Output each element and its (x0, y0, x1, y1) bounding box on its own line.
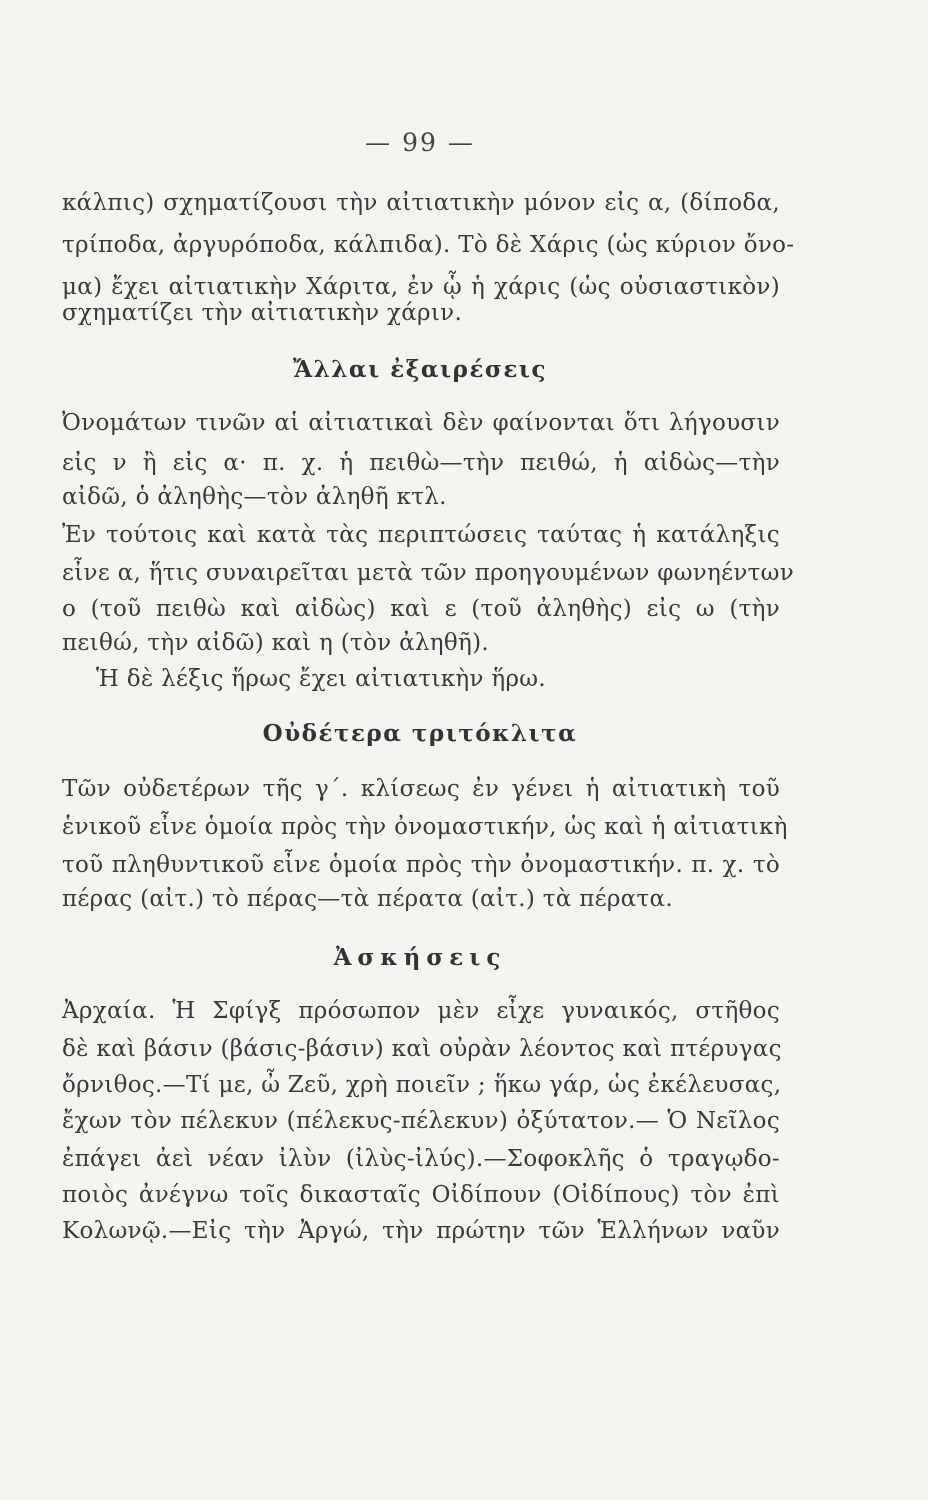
text-line: ὄρνιθος.—Τί με, ὦ Ζεῦ, χρὴ ποιεῖν ; ἥκω γάρ, ὡς ἐκέλευσας, (62, 1072, 782, 1098)
text-line: κάλπις) σχηματίζουσι τὴν αἰτιατικὴν μόνον εἰς α, (δίποδα, (62, 190, 780, 216)
text-line: Ἐν τούτοις καὶ κατὰ τὰς περιπτώσεις ταύτας ἡ κατάληξις (62, 522, 780, 548)
text-line: εἰς ν ἢ εἰς α· π. χ. ἡ πειθὼ—τὴν πειθώ, ἡ αἰδὼς—τὴν (62, 450, 780, 476)
text-line: Ὀνομάτων τινῶν αἱ αἰτιατικαὶ δὲν φαίνονται ὅτι λήγουσιν (62, 410, 780, 436)
text-line: πειθώ, τὴν αἰδῶ) καὶ η (τὸν ἀληθῆ). (62, 630, 489, 656)
text-line: σχηματίζει τὴν αἰτιατικὴν χάριν. (62, 300, 463, 326)
text-line: εἶνε α, ἥτις συναιρεῖται μετὰ τῶν προηγουμένων φωνηέντων (62, 560, 794, 586)
text-line: τοῦ πληθυντικοῦ εἶνε ὁμοία πρὸς τὴν ὀνομαστικήν. π. χ. τὸ (62, 852, 780, 878)
text-line: Ἡ δὲ λέξις ἥρως ἔχει αἰτιατικὴν ἥρω. (96, 666, 546, 692)
text-line: δὲ καὶ βάσιν (βάσις-βάσιν) καὶ οὐρὰν λέοντος καὶ πτέρυγας (62, 1036, 782, 1062)
text-line: ποιὸς ἀνέγνω τοῖς δικασταῖς Οἰδίπουν (Οἰδίπους) τὸν ἐπὶ (62, 1182, 780, 1208)
text-line: πέρας (αἰτ.) τὸ πέρας—τὰ πέρατα (αἰτ.) τὰ πέρατα. (62, 886, 673, 912)
text-line: ἑνικοῦ εἶνε ὁμοία πρὸς τὴν ὀνομαστικήν, ὡς καὶ ἡ αἰτιατικὴ (62, 814, 788, 840)
section-heading: Οὐδέτερα τριτόκλιτα (262, 720, 578, 747)
text-line: αἰδῶ, ὁ ἀληθὴς—τὸν ἀληθῆ κτλ. (62, 484, 447, 510)
text-line: ο (τοῦ πειθὼ καὶ αἰδὼς) καὶ ε (τοῦ ἀληθὴς) εἰς ω (τὴν (62, 596, 780, 622)
text-line: Κολωνῷ.—Εἰς τὴν Ἀργώ, τὴν πρώτην τῶν Ἑλλήνων ναῦν (62, 1218, 780, 1244)
text-line: ἐπάγει ἀεὶ νέαν ἰλὺν (ἰλὺς-ἰλύς).—Σοφοκλῆς ὁ τραγῳδο- (62, 1146, 780, 1172)
text-line: ἔχων τὸν πέλεκυν (πέλεκυς-πέλεκυν) ὀξύτατον.— Ὁ Νεῖλος (62, 1108, 780, 1134)
page-number: — 99 — (365, 128, 475, 157)
text-line: μα) ἔχει αἰτιατικὴν Χάριτα, ἐν ᾧ ἡ χάρις (ὡς οὐσιαστικὸν) (62, 274, 780, 300)
text-line: Τῶν οὐδετέρων τῆς γ΄. κλίσεως ἐν γένει ἡ αἰτιατικὴ τοῦ (62, 776, 780, 802)
text-line: τρίποδα, ἀργυρόποδα, κάλπιδα). Τὸ δὲ Χάρις (ὡς κύριον ὄνο- (62, 232, 795, 258)
section-heading: Ἀσκήσεις (333, 944, 507, 971)
section-heading: Ἄλλαι ἐξαιρέσεις (293, 356, 547, 383)
text-line: Ἀρχαία. Ἡ Σφίγξ πρόσωπον μὲν εἶχε γυναικός, στῆθος (62, 998, 780, 1024)
